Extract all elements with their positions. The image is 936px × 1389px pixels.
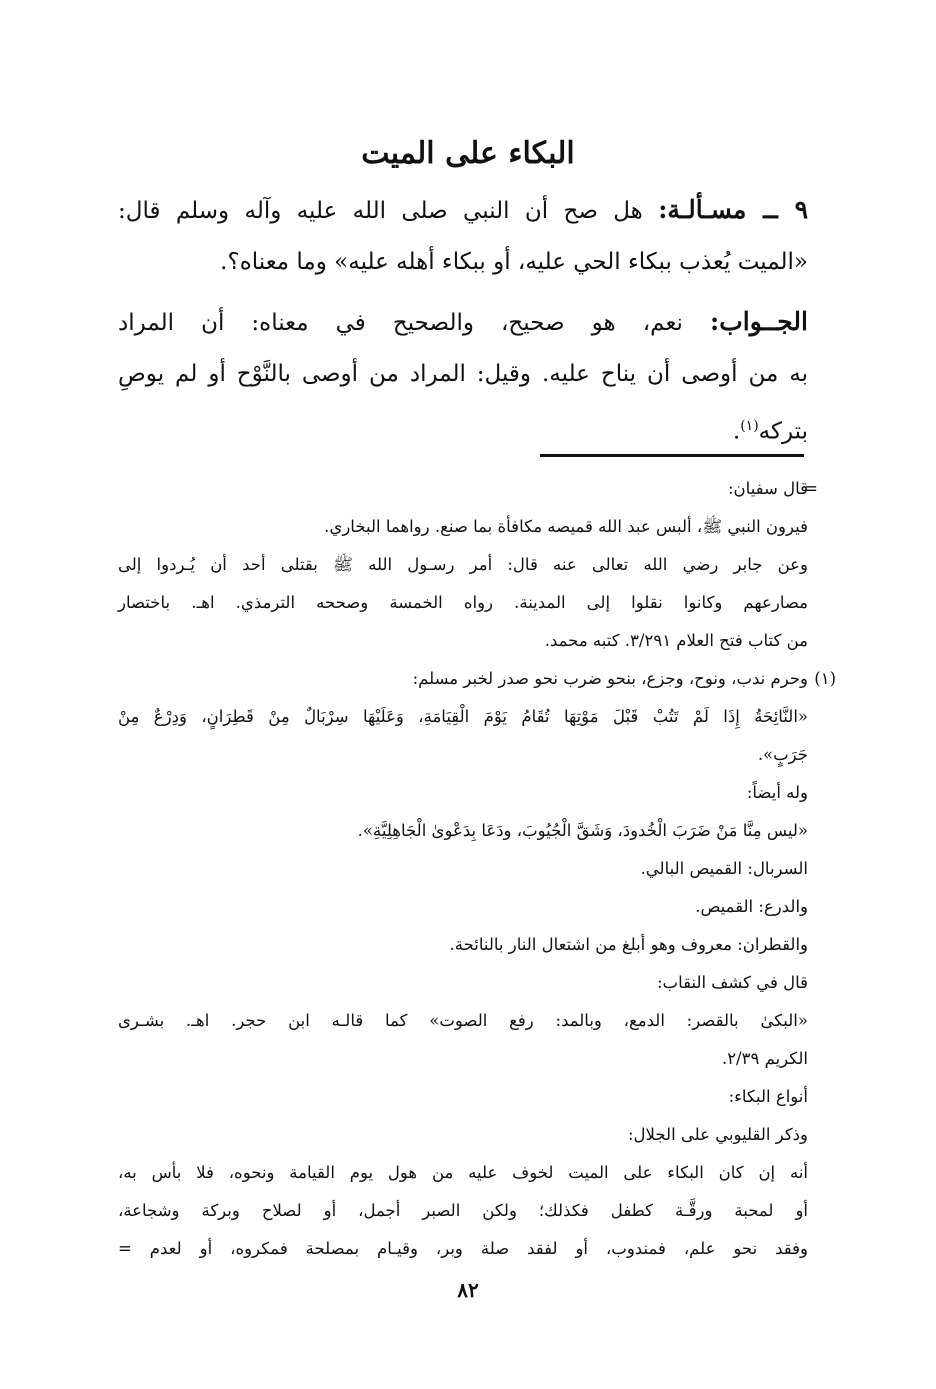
footnote-separator [540,454,804,457]
answer-block [118,296,808,452]
footnote-line: من كتاب فتح العلام ٣/٢٩١. كتبه محمد. [544,631,808,650]
footnote-ref: (١) [740,418,759,434]
footnote-line: والدرع: القميص. [695,897,808,916]
question-block [118,184,808,288]
answer-line-3 [118,400,808,452]
answer-text-3: بتركه [758,418,808,445]
answer-label: الجــواب: [710,307,808,336]
footnote-line: قال سفيان: [727,479,808,498]
footnote-line: أنواع البكاء: [728,1087,808,1106]
answer-line-2: به من أوصى أن يناح عليه. وقيل: المراد من أوصى بالنَّوْح أو لم يوصِ [118,361,808,387]
footnote-line: والقطران: معروف وهو أبلغ من اشتعال النار بالنائحة. [449,935,808,954]
footnote-line: قال في كشف النقاب: [657,973,808,992]
page-number: ٨٢ [457,1278,479,1302]
footnote-line: «ليس مِنَّا مَنْ ضَرَبَ الْخُدودَ، وَشَقَّ الْجُيُوبَ، ودَعَا بِدَعْوىٰ الْجَاهِلِيَّةِ». [357,821,808,840]
page-title: البكاء على الميت [361,136,575,171]
question-text-1: هل صح أن النبي صلى الله عليه وآله وسلم قال: [118,198,643,224]
footnote-number: (١) [814,669,836,688]
footnote-line: مصارعهم وكانوا نقلوا إلى المدينة. رواه الخمسة وصححه الترمذي. اهـ. باختصار [118,593,808,612]
footnote-line: أنه إن كان البكاء على الميت لخوف عليه من هول يوم القيامة ونحوه، فلا بأس به، [118,1163,808,1182]
answer-line-1 [118,296,808,348]
footnote-line: وذكر القليوبي على الجلال: [628,1125,808,1144]
footnote-line: وعن جابر رضي الله تعالى عنه قال: أمر رسـول الله ﷺ بقتلى أحد أن يُـردوا إلى [118,555,808,574]
question-line-2: «الميت يُعذب ببكاء الحي عليه، أو ببكاء أهله عليه» وما معناه؟. [220,249,808,275]
footnote-line: الكريم ٢/٣٩. [721,1049,808,1068]
footnote-line: فيرون النبي ﷺ، ألبس عبد الله قميصه مكافأة بما صنع. رواهما البخاري. [324,517,808,536]
answer-text-1: نعم، هو صحيح، والصحيح في معناه: أن المراد [118,310,683,336]
question-line-1 [118,184,808,236]
footnotes [118,470,808,1268]
footnote-line: «البكىٰ بالقصر: الدمع، وبالمد: رفع الصوت» كما قالـه ابن حجر. اهـ. بشـرى [118,1011,808,1030]
footnote-line: جَرَبٍ». [757,745,808,764]
question-label: ٩ ــ مسـألـة: [658,195,808,224]
continuation-marker: = [804,479,818,498]
footnote-line: أو لمحبة ورقَّـة كطفل فكذلك؛ ولكن الصبر أجمل، أو لصلاح وبركة وشجاعة، [118,1201,808,1220]
footnote-line: وحرم ندب، ونوح، وجزع، بنحو ضرب نحو صدر لخبر مسلم: [412,669,808,688]
footnote-line: «النَّائِحَةُ إِذَا لَمْ تَتُبْ قَبْلَ مَوْتِهَا تُقَامُ يَوْمَ الْقِيَامَةِ، وَعَلَيْهَا سِرْبَالٌ مِنْ قَطِرَانٍ، وَدِرْعٌ مِنْ [118,707,808,726]
footnote-line: وفقد نحو علم، فمندوب، أو لفقد صلة وبر، وقيـام بمصلحة فمكروه، أو لعدم = [118,1239,808,1258]
footnote-line: السربال: القميص البالي. [640,859,808,878]
answer-text-3-end: . [732,418,741,445]
footnote-line: وله أيضاً: [746,783,808,802]
